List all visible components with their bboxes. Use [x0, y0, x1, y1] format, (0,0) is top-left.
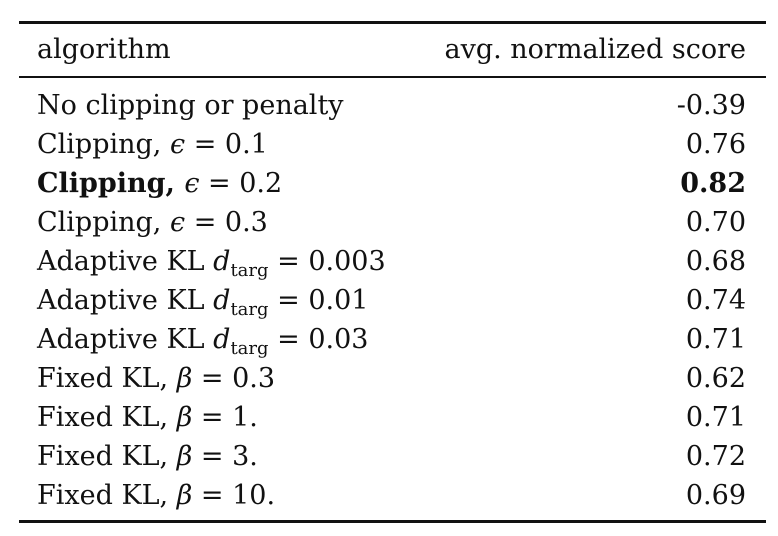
score-cell: 0.69: [685, 480, 746, 511]
table-row: [0, 476, 778, 515]
algorithm-cell: [37, 437, 258, 476]
table-row: [0, 281, 778, 320]
table-row: [0, 86, 778, 125]
algorithm-label: Fixed KL,: [37, 480, 177, 511]
algorithm-cell: [37, 281, 368, 320]
algorithm-label: Fixed KL,: [37, 441, 177, 472]
algorithm-cell: [37, 203, 268, 242]
table-row: [0, 242, 778, 281]
table-row: [0, 359, 778, 398]
algorithm-cell: [37, 164, 282, 203]
equals-sign: =: [185, 207, 225, 238]
symbol-subscript: targ: [230, 260, 269, 281]
score-cell: 0.68: [685, 246, 746, 277]
algorithm-label: Adaptive KL: [37, 285, 214, 316]
hyperparameter-symbol: d: [213, 324, 231, 355]
score-cell: -0.39: [676, 90, 746, 121]
equals-sign: =: [192, 480, 233, 511]
algorithm-label: Fixed KL,: [37, 402, 177, 433]
score-cell: 0.70: [685, 207, 746, 238]
hyperparameter-symbol: β: [176, 480, 193, 511]
symbol-subscript: targ: [230, 299, 269, 320]
table-row: [0, 164, 778, 203]
algorithm-cell: [37, 476, 275, 515]
algorithm-label: Clipping,: [37, 207, 170, 238]
hyperparameter-value: 10.: [232, 480, 276, 511]
algorithm-label: Clipping,: [37, 129, 170, 160]
hyperparameter-symbol: ϵ: [169, 129, 186, 160]
hyperparameter-value: 0.3: [232, 363, 276, 394]
table-row: [0, 320, 778, 359]
top-rule: [19, 21, 766, 24]
hyperparameter-value: 0.01: [308, 285, 369, 316]
hyperparameter-symbol: ϵ: [169, 207, 186, 238]
hyperparameter-symbol: d: [213, 246, 231, 277]
equals-sign: =: [192, 402, 233, 433]
equals-sign: =: [192, 363, 233, 394]
hyperparameter-value: 3.: [232, 441, 258, 472]
table-row: [0, 437, 778, 476]
score-cell: 0.72: [685, 441, 746, 472]
algorithm-cell: [37, 125, 268, 164]
algorithm-cell: [37, 398, 258, 437]
hyperparameter-symbol: ϵ: [184, 168, 200, 199]
symbol-subscript: targ: [230, 338, 269, 359]
table-row: [0, 203, 778, 242]
hyperparameter-value: 0.03: [308, 324, 369, 355]
equals-sign: =: [268, 285, 309, 316]
hyperparameter-value: 0.003: [308, 246, 386, 277]
hyperparameter-value: 1.: [232, 402, 258, 433]
equals-sign: =: [185, 129, 225, 160]
equals-sign: =: [268, 324, 309, 355]
table-row: [0, 398, 778, 437]
header-score: avg. normalized score: [444, 34, 746, 65]
hyperparameter-value: 0.3: [224, 207, 268, 238]
algorithm-cell: No clipping or penalty: [37, 90, 344, 121]
hyperparameter-value: 0.1: [224, 129, 268, 160]
table-body: [0, 86, 778, 515]
bottom-rule: [19, 520, 766, 523]
algorithm-label: Fixed KL,: [37, 363, 177, 394]
header-algorithm: algorithm: [37, 34, 171, 65]
header-rule: [19, 76, 766, 78]
equals-sign: =: [268, 246, 309, 277]
hyperparameter-symbol: β: [176, 402, 193, 433]
algorithm-label: Clipping,: [37, 168, 185, 199]
hyperparameter-symbol: d: [213, 285, 231, 316]
algorithm-cell: [37, 359, 275, 398]
algorithm-label: Adaptive KL: [37, 246, 214, 277]
equals-sign: =: [199, 168, 240, 199]
score-cell: 0.76: [685, 129, 746, 160]
algorithm-label: Adaptive KL: [37, 324, 214, 355]
score-cell: 0.74: [685, 285, 746, 316]
algorithm-cell: [37, 320, 368, 359]
hyperparameter-symbol: β: [176, 441, 193, 472]
score-cell: 0.82: [680, 168, 746, 199]
algorithm-cell: [37, 242, 386, 281]
hyperparameter-value: 0.2: [239, 168, 283, 199]
table-row: [0, 125, 778, 164]
score-cell: 0.62: [685, 363, 746, 394]
score-cell: 0.71: [685, 324, 746, 355]
hyperparameter-symbol: β: [176, 363, 193, 394]
equals-sign: =: [192, 441, 233, 472]
score-cell: 0.71: [685, 402, 746, 433]
